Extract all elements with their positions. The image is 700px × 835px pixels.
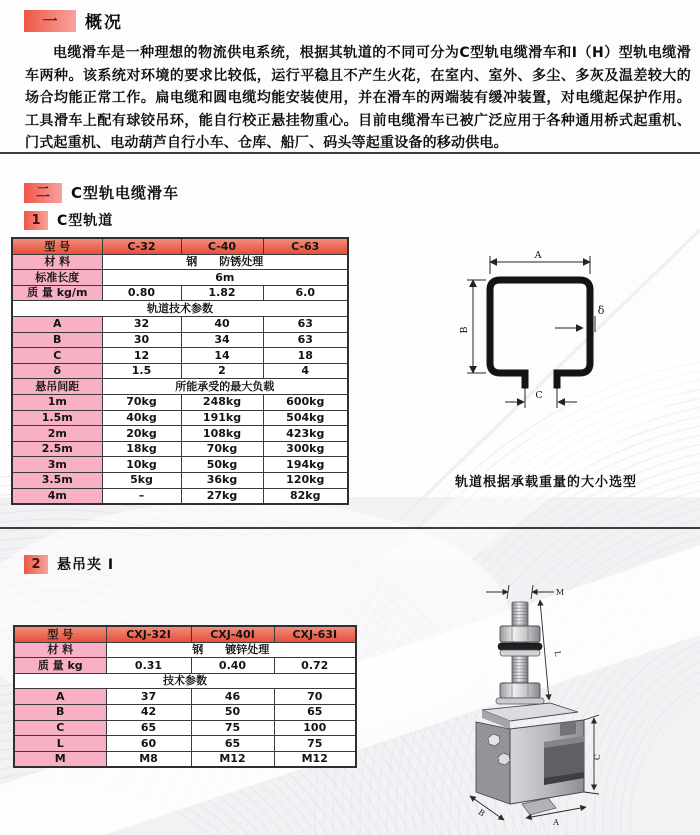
table-cell: 108kg	[181, 426, 263, 442]
table-cell: 1m	[12, 394, 102, 410]
clamp-marker: 2	[24, 555, 48, 574]
table-cell: 10kg	[102, 457, 181, 473]
table-cell: 194kg	[263, 457, 348, 473]
table-cell: –	[102, 488, 181, 504]
table-row	[12, 488, 348, 504]
table-cell: 70kg	[102, 394, 181, 410]
hex-nut-lower	[500, 683, 540, 698]
dim-label-c: C	[535, 390, 543, 401]
table-cell: 63	[263, 316, 348, 332]
table-cell: 3m	[12, 457, 102, 473]
section-divider	[0, 152, 700, 154]
table-cell: 18kg	[102, 441, 181, 457]
rubber-washer	[498, 643, 542, 650]
overview-heading	[24, 8, 123, 33]
table-cell: 3.5m	[12, 472, 102, 488]
table-cell: δ	[12, 363, 102, 379]
table-row	[12, 254, 348, 270]
table-cell: 4m	[12, 488, 102, 504]
table-cell: 42	[106, 704, 191, 720]
table-cell: B	[14, 704, 106, 720]
table-cell: 钢 镀锌处理	[106, 642, 356, 658]
table-cell: M12	[274, 751, 356, 767]
table-row	[12, 316, 348, 332]
table-cell: C-40	[181, 238, 263, 254]
table-row	[12, 410, 348, 426]
table-row	[14, 736, 356, 752]
table-row	[12, 441, 348, 457]
table-row	[14, 642, 356, 658]
table-cell: 14	[181, 348, 263, 364]
table-cell: CXJ-63I	[274, 626, 356, 642]
table-cell: 20kg	[102, 426, 181, 442]
table-cell: 65	[191, 736, 274, 752]
c-profile-outline	[490, 280, 590, 385]
table-cell: 2	[181, 363, 263, 379]
table-row	[14, 720, 356, 736]
table-cell: 1.5m	[12, 410, 102, 426]
table-cell: 82kg	[263, 488, 348, 504]
table-cell: CXJ-40I	[191, 626, 274, 642]
rail-title: C型轨道	[57, 213, 114, 229]
table-row	[12, 426, 348, 442]
table-row	[12, 394, 348, 410]
c-rail-profile-diagram	[445, 238, 655, 468]
overview-marker: 一	[24, 10, 76, 32]
flange-washer	[500, 650, 540, 656]
hex-nut-upper	[500, 626, 540, 642]
table-cell: M12	[191, 751, 274, 767]
table-cell: A	[14, 689, 106, 705]
table-cell: B	[12, 332, 102, 348]
table-cell: 50	[191, 704, 274, 720]
table-row	[12, 348, 348, 364]
table-cell: 钢 防锈处理	[102, 254, 348, 270]
section-c-marker: 二	[24, 183, 62, 203]
table-row	[12, 285, 348, 301]
table-cell: 40kg	[102, 410, 181, 426]
table-cell: 36kg	[181, 472, 263, 488]
table-cell: 4	[263, 363, 348, 379]
dim-label-a: A	[553, 818, 559, 827]
table-cell: 27kg	[181, 488, 263, 504]
table-cell: 材 料	[14, 642, 106, 658]
table-cell: 1.5	[102, 363, 181, 379]
clamp-spec-table	[13, 625, 357, 768]
table-cell: 50kg	[181, 457, 263, 473]
table-cell: 型 号	[12, 238, 102, 254]
table-cell: 型 号	[14, 626, 106, 642]
table-cell: C	[12, 348, 102, 364]
table-cell: 191kg	[181, 410, 263, 426]
table-cell: A	[12, 316, 102, 332]
table-row	[14, 626, 356, 642]
table-cell: 60	[106, 736, 191, 752]
clamp-subheading	[24, 554, 114, 574]
table-cell: 37	[106, 689, 191, 705]
table-row	[12, 301, 348, 317]
table-cell: 46	[191, 689, 274, 705]
table-cell: 34	[181, 332, 263, 348]
section-divider	[0, 527, 700, 529]
rail-caption: 轨道根据承载重量的大小选型	[455, 475, 638, 490]
dim-label-l: L	[552, 650, 563, 657]
suspension-clamp-photo	[452, 582, 677, 835]
dim-label-m: M	[555, 588, 565, 597]
table-cell: 75	[191, 720, 274, 736]
dim-label-a: A	[534, 250, 542, 261]
table-cell: 悬吊间距	[12, 379, 102, 395]
table-cell: CXJ-32I	[106, 626, 191, 642]
table-row	[12, 472, 348, 488]
table-row	[14, 673, 356, 689]
table-cell: 质 量 kg	[14, 658, 106, 674]
table-cell: C-32	[102, 238, 181, 254]
table-cell: 32	[102, 316, 181, 332]
table-cell: M8	[106, 751, 191, 767]
table-cell: C	[14, 720, 106, 736]
table-row	[12, 363, 348, 379]
rail-marker: 1	[24, 211, 48, 230]
table-cell: 504kg	[263, 410, 348, 426]
table-cell: 1.82	[181, 285, 263, 301]
table-cell: 65	[106, 720, 191, 736]
dim-label-delta: δ	[597, 304, 605, 317]
table-row	[14, 689, 356, 705]
table-cell: 0.72	[274, 658, 356, 674]
overview-title: 概况	[85, 13, 123, 33]
table-cell: 63	[263, 332, 348, 348]
table-cell: 5kg	[102, 472, 181, 488]
rail-spec-table	[11, 237, 349, 505]
table-cell: 轨道技术参数	[12, 301, 348, 317]
section-c-title: C型轨电缆滑车	[71, 184, 180, 202]
table-cell: L	[14, 736, 106, 752]
table-cell: 600kg	[263, 394, 348, 410]
table-row	[14, 704, 356, 720]
table-row	[14, 658, 356, 674]
table-cell: 120kg	[263, 472, 348, 488]
table-cell: 65	[274, 704, 356, 720]
dim-label-c: C	[593, 753, 602, 761]
table-cell: 0.31	[106, 658, 191, 674]
table-cell: M	[14, 751, 106, 767]
table-row	[12, 270, 348, 286]
table-row	[12, 457, 348, 473]
table-cell: 技术参数	[14, 673, 356, 689]
table-cell: 2m	[12, 426, 102, 442]
table-cell: C-63	[263, 238, 348, 254]
table-cell: 248kg	[181, 394, 263, 410]
table-cell: 标准长度	[12, 270, 102, 286]
table-cell: 70kg	[181, 441, 263, 457]
table-row	[12, 379, 348, 395]
table-cell: 100	[274, 720, 356, 736]
dim-label-b: B	[476, 807, 487, 819]
table-cell: 40	[181, 316, 263, 332]
table-cell: 0.80	[102, 285, 181, 301]
table-cell: 12	[102, 348, 181, 364]
table-cell: 75	[274, 736, 356, 752]
table-cell: 30	[102, 332, 181, 348]
overview-paragraph: 电缆滑车是一种理想的物流供电系统，根据其轨道的不同可分为C型轨电缆滑车和I（H）型轨电缆滑车两种。该系统对环境的要求比较低，运行平稳且不产生火花，在室内、室外、多尘、多灰及温差较大的场合均能正常工作。扁电缆和圆电缆均能安装使用，并在滑车的两端装有缓冲装置，对电缆起保护作用。工具滑车上配有球铰吊环，能自行校正悬挂物重心。目前电缆滑车已被广泛应用于各种通用桥式起重机、门式起重机、电动葫芦自行小车、仓库、船厂、码头等起重设备的移动供电。	[25, 45, 691, 151]
rail-subheading	[24, 210, 113, 230]
table-cell: 0.40	[191, 658, 274, 674]
table-cell: 300kg	[263, 441, 348, 457]
base-washer	[496, 698, 544, 704]
table-row	[12, 332, 348, 348]
table-cell: 6.0	[263, 285, 348, 301]
table-cell: 质 量 kg/m	[12, 285, 102, 301]
table-cell: 所能承受的最大负载	[102, 379, 348, 395]
table-cell: 70	[274, 689, 356, 705]
table-row	[14, 751, 356, 767]
table-cell: 材 料	[12, 254, 102, 270]
table-cell: 6m	[102, 270, 348, 286]
dim-label-b: B	[459, 326, 470, 334]
table-cell: 423kg	[263, 426, 348, 442]
table-cell: 2.5m	[12, 441, 102, 457]
table-cell: 18	[263, 348, 348, 364]
section-c-heading	[24, 182, 179, 203]
clamp-title: 悬吊夹 I	[57, 557, 115, 573]
table-row	[12, 238, 348, 254]
